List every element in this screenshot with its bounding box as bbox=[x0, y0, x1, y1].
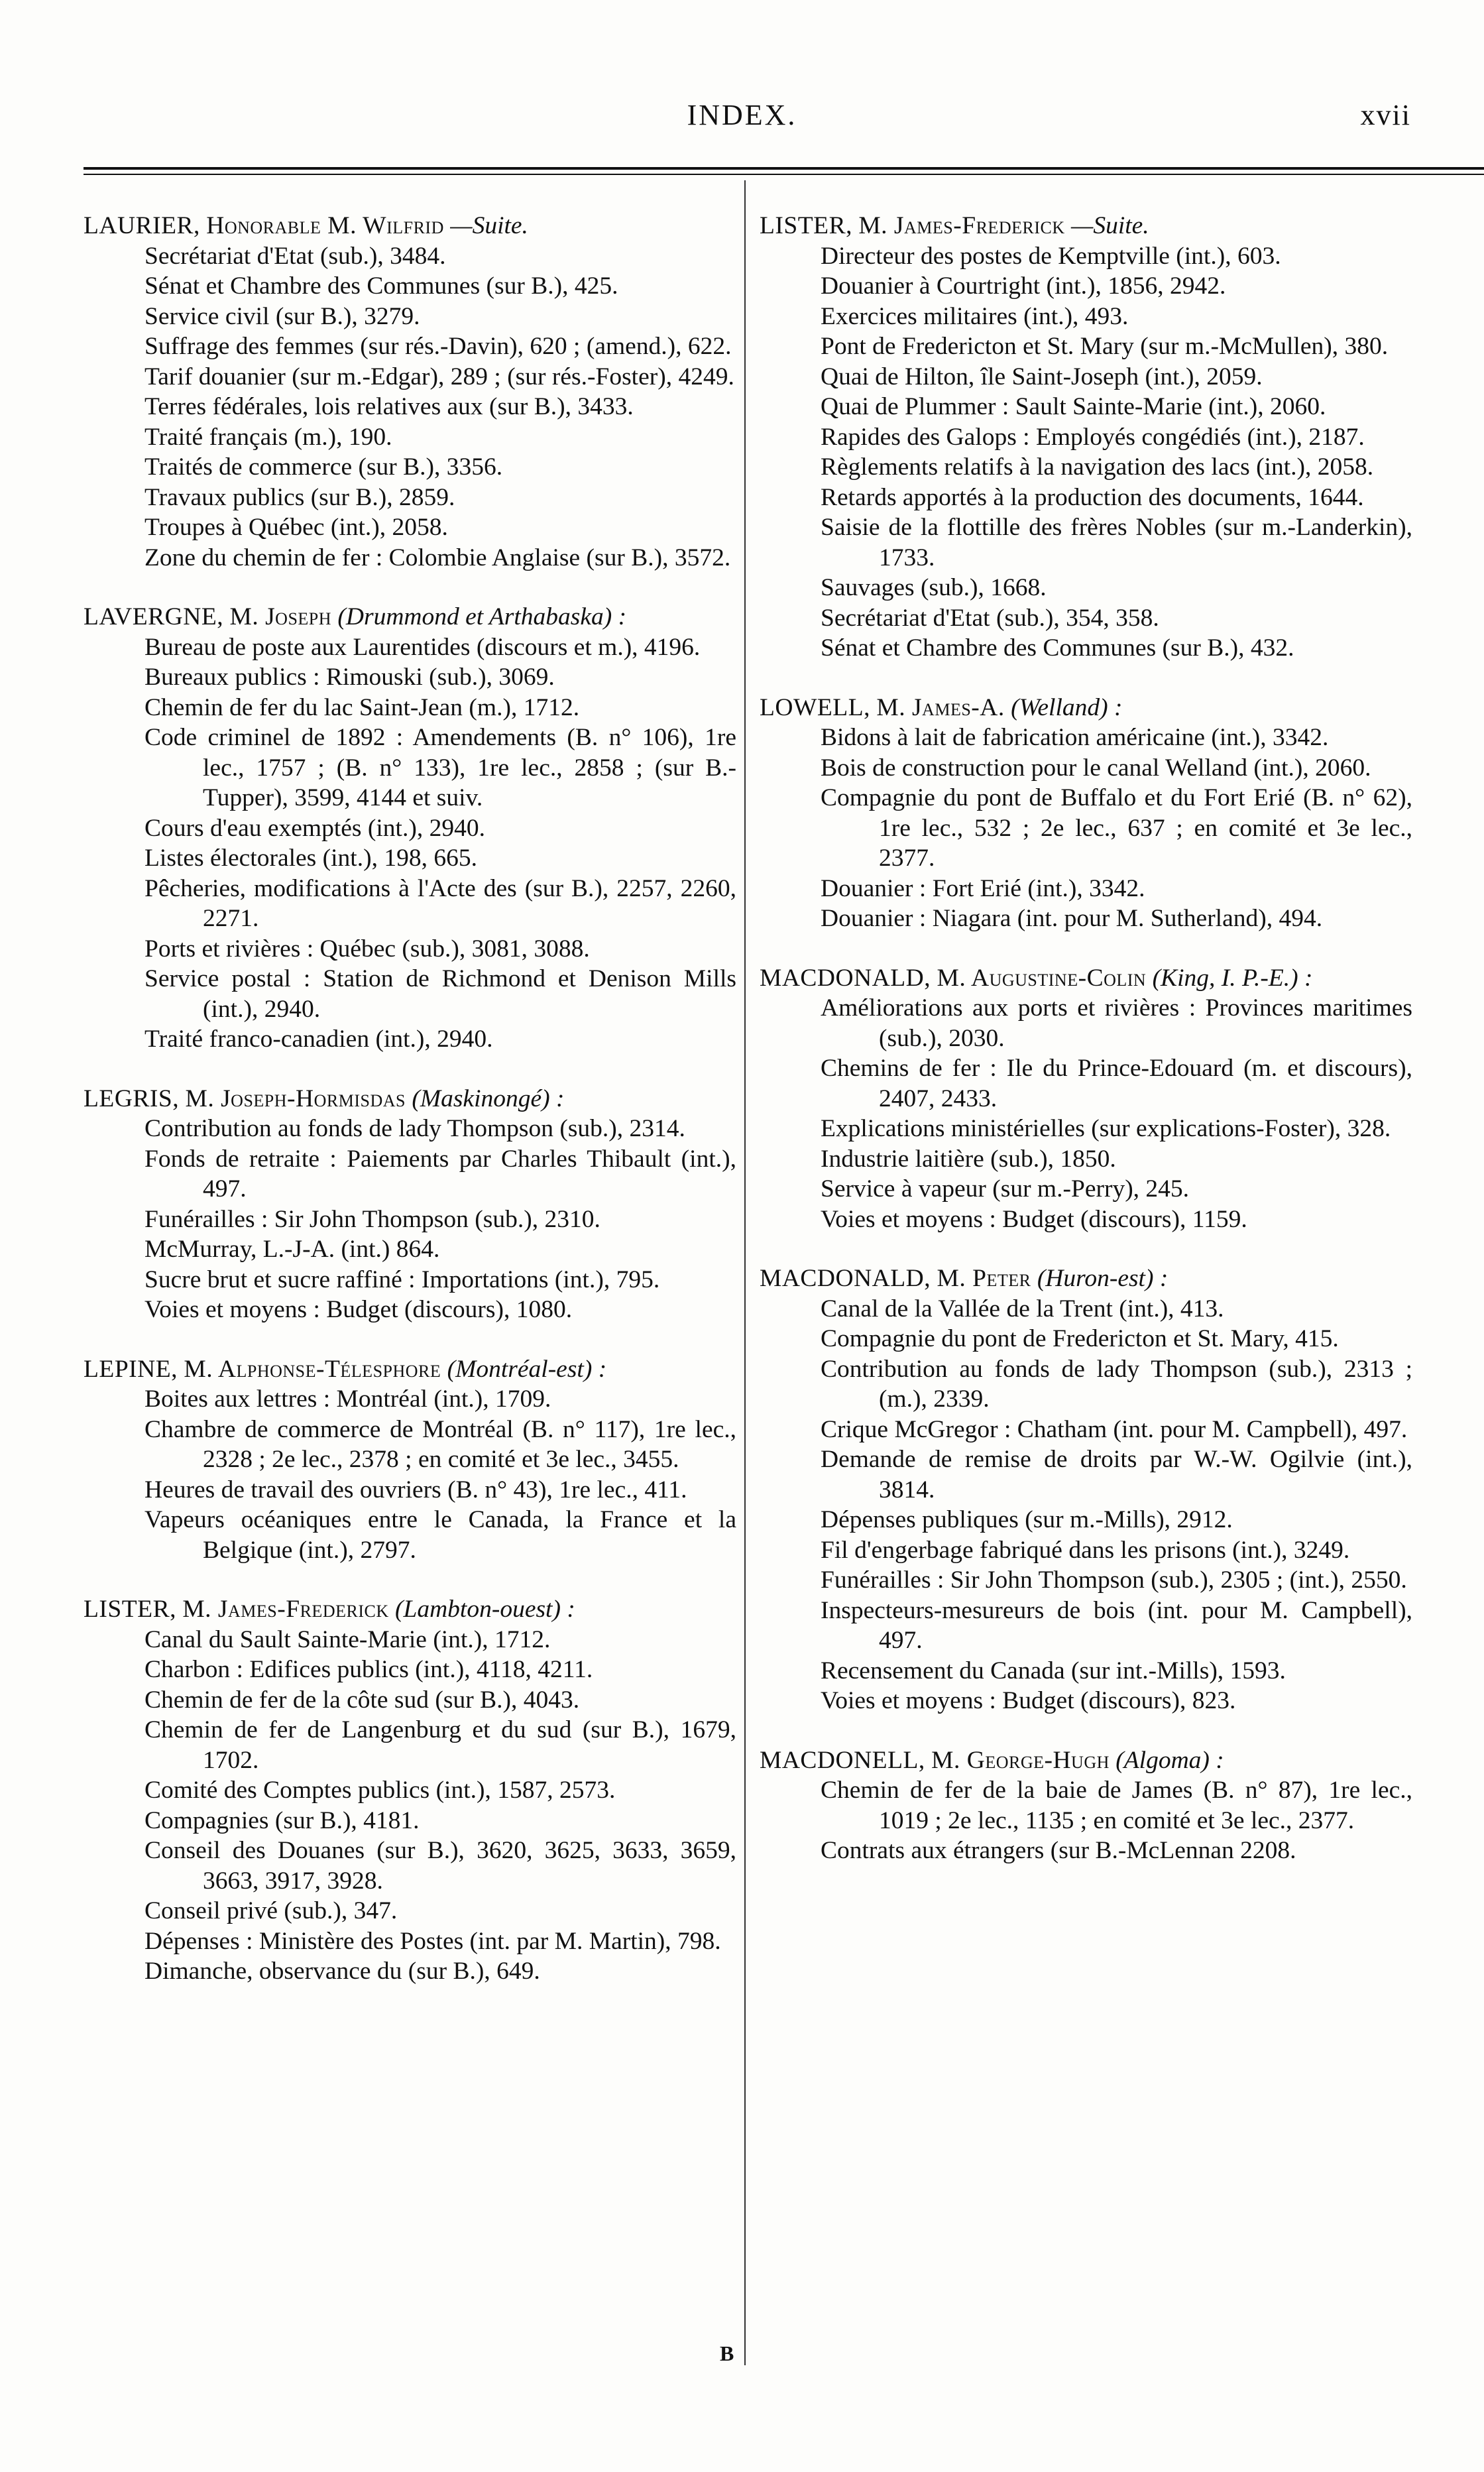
index-subentry: Service civil (sur B.), 3279. bbox=[144, 302, 420, 330]
header-rule-thick bbox=[84, 167, 1484, 170]
right-column bbox=[760, 211, 1412, 1895]
member-surname: LAURIER, bbox=[84, 212, 200, 239]
index-entry bbox=[760, 1745, 1412, 1866]
index-subentry: Secrétariat d'Etat (sub.), 3484. bbox=[144, 242, 446, 270]
index-subentry: Compagnies (sur B.), 4181. bbox=[144, 1806, 420, 1834]
index-subentry: Secrétariat d'Etat (sub.), 354, 358. bbox=[821, 604, 1159, 632]
index-subentry: McMurray, L.-J-A. (int.) 864. bbox=[144, 1236, 440, 1263]
index-subentry: Dimanche, observance du (sur B.), 649. bbox=[144, 1958, 540, 1985]
index-subentry: Bidons à lait de fabrication américaine (int.), 3342. bbox=[821, 724, 1329, 751]
index-subentry: Inspecteurs-mesureurs de bois (int. pour M. Campbell), 497. bbox=[821, 1596, 1412, 1654]
index-subentry: Chemins de fer : Ile du Prince-Edouard (m. et discours), 2407, 2433. bbox=[821, 1055, 1412, 1112]
member-surname: LAVERGNE, bbox=[84, 603, 224, 630]
entry-heading bbox=[760, 693, 1412, 723]
index-subentry: Cours d'eau exemptés (int.), 2940. bbox=[144, 814, 485, 842]
member-title: M. Joseph bbox=[229, 603, 332, 630]
index-subentry: Explications ministérielles (sur explications-Foster), 328. bbox=[821, 1115, 1391, 1142]
index-entry bbox=[84, 1354, 736, 1566]
member-surname: LISTER, bbox=[84, 1596, 176, 1623]
index-subentry: Pêcheries, modifications à l'Acte des (sur B.), 2257, 2260, 2271. bbox=[144, 874, 736, 932]
member-riding: (King, I. P.-E.) : bbox=[1152, 964, 1313, 992]
entry-heading bbox=[84, 211, 736, 241]
entry-heading bbox=[760, 1264, 1412, 1294]
index-subentry: Dépenses publiques (sur m.-Mills), 2912. bbox=[821, 1506, 1233, 1533]
member-title: M. Joseph-Hormisdas bbox=[185, 1085, 406, 1112]
index-subentry: Funérailles : Sir John Thompson (sub.), 2305 ; (int.), 2550. bbox=[821, 1566, 1407, 1594]
index-subentry: Fil d'engerbage fabriqué dans les prisons (int.), 3249. bbox=[821, 1536, 1350, 1564]
index-subentry: Chemin de fer du lac Saint-Jean (m.), 1712. bbox=[144, 693, 580, 721]
index-subentry: Traité franco-canadien (int.), 2940. bbox=[144, 1026, 493, 1053]
entry-heading bbox=[84, 1354, 736, 1385]
running-title: INDEX. bbox=[687, 99, 797, 131]
index-subentry: Compagnie du pont de Fredericton et St. Mary, 415. bbox=[821, 1325, 1339, 1352]
index-entry bbox=[84, 1594, 736, 1987]
index-entry bbox=[84, 602, 736, 1055]
index-subentry: Boites aux lettres : Montréal (int.), 1709. bbox=[144, 1385, 551, 1413]
entry-heading bbox=[84, 1084, 736, 1114]
member-riding: (Lambton-ouest) : bbox=[394, 1596, 575, 1623]
index-entry bbox=[84, 211, 736, 573]
index-entry bbox=[760, 963, 1412, 1235]
member-surname: LISTER, bbox=[760, 212, 852, 239]
member-title: M. Augustine-Colin bbox=[937, 964, 1147, 992]
index-subentry: Service à vapeur (sur m.-Perry), 245. bbox=[821, 1175, 1190, 1203]
index-subentry: Industrie laitière (sub.), 1850. bbox=[821, 1145, 1116, 1173]
entry-heading bbox=[760, 963, 1412, 994]
index-subentry: Zone du chemin de fer : Colombie Anglaise (sur B.), 3572. bbox=[144, 544, 731, 571]
index-subentry: Listes électorales (int.), 198, 665. bbox=[144, 845, 477, 872]
member-riding: (Welland) : bbox=[1011, 693, 1123, 721]
index-subentry: Comité des Comptes publics (int.), 1587, 2573. bbox=[144, 1777, 616, 1804]
index-subentry: Douanier : Fort Erié (int.), 3342. bbox=[821, 874, 1145, 902]
index-subentry: Sauvages (sub.), 1668. bbox=[821, 574, 1047, 601]
index-entry bbox=[760, 1264, 1412, 1716]
index-subentry: Bureaux publics : Rimouski (sub.), 3069. bbox=[144, 664, 555, 691]
index-subentry: Pont de Fredericton et St. Mary (sur m.-McMullen), 380. bbox=[821, 333, 1389, 360]
index-subentry: Sucre brut et sucre raffiné : Importations (int.), 795. bbox=[144, 1265, 660, 1293]
entry-heading bbox=[760, 211, 1412, 241]
index-subentry: Améliorations aux ports et rivières : Provinces maritimes (sub.), 2030. bbox=[821, 994, 1412, 1052]
index-subentry: Règlements relatifs à la navigation des lacs (int.), 2058. bbox=[821, 453, 1374, 481]
index-subentry: Conseil des Douanes (sur B.), 3620, 3625, 3633, 3659, 3663, 3917, 3928. bbox=[144, 1837, 736, 1895]
index-subentry: Contrats aux étrangers (sur B.-McLennan 2208. bbox=[821, 1837, 1296, 1864]
column-divider bbox=[744, 180, 746, 2365]
header-rule-thin bbox=[84, 174, 1484, 175]
member-surname: LEGRIS, bbox=[84, 1085, 180, 1112]
index-subentry: Code criminel de 1892 : Amendements (B. n° 106), 1re lec., 1757 ; (B. n° 133), 1re lec., 2858 ; (sur B.-Tupper), 3599, 4144 et suiv. bbox=[144, 724, 736, 811]
member-title: M. James-Frederick bbox=[182, 1596, 389, 1623]
member-surname: LOWELL, bbox=[760, 693, 870, 721]
index-subentry: Voies et moyens : Budget (discours), 1159. bbox=[821, 1205, 1247, 1233]
left-column bbox=[84, 211, 736, 2016]
index-subentry: Chemin de fer de la baie de James (B. n° 87), 1re lec., 1019 ; 2e lec., 1135 ; en comité et 3e lec., 2377. bbox=[821, 1777, 1412, 1834]
index-subentry: Canal de la Vallée de la Trent (int.), 413. bbox=[821, 1295, 1224, 1323]
signature-mark: B bbox=[720, 2341, 734, 2365]
index-entry bbox=[84, 1084, 736, 1325]
entry-heading bbox=[84, 602, 736, 632]
index-subentry: Suffrage des femmes (sur rés.-Davin), 620 ; (amend.), 622. bbox=[144, 333, 732, 360]
index-subentry: Contribution au fonds de lady Thompson (sub.), 2313 ; (m.), 2339. bbox=[821, 1355, 1412, 1413]
index-subentry: Contribution au fonds de lady Thompson (sub.), 2314. bbox=[144, 1115, 685, 1142]
index-subentry: Exercices militaires (int.), 493. bbox=[821, 302, 1129, 330]
member-surname: LEPINE, bbox=[84, 1355, 178, 1383]
member-riding: (Drummond et Arthabaska) : bbox=[337, 603, 627, 630]
index-subentry: Bois de construction pour le canal Welland (int.), 2060. bbox=[821, 754, 1371, 782]
index-subentry: Travaux publics (sur B.), 2859. bbox=[144, 483, 455, 511]
page-number: xvii bbox=[1360, 99, 1411, 131]
index-subentry: Conseil privé (sub.), 347. bbox=[144, 1897, 398, 1924]
index-subentry: Troupes à Québec (int.), 2058. bbox=[144, 514, 448, 541]
index-subentry: Rapides des Galops : Employés congédiés (int.), 2187. bbox=[821, 423, 1365, 451]
member-title: M. George-Hugh bbox=[931, 1746, 1110, 1774]
index-subentry: Canal du Sault Sainte-Marie (int.), 1712. bbox=[144, 1625, 551, 1653]
index-subentry: Directeur des postes de Kemptville (int.), 603. bbox=[821, 242, 1281, 270]
member-title: M. Peter bbox=[937, 1265, 1031, 1292]
index-subentry: Dépenses : Ministère des Postes (int. par M. Martin), 798. bbox=[144, 1927, 721, 1955]
member-riding: —Suite. bbox=[450, 212, 528, 239]
index-subentry: Saisie de la flottille des frères Nobles (sur m.-Landerkin), 1733. bbox=[821, 514, 1412, 571]
index-subentry: Tarif douanier (sur m.-Edgar), 289 ; (sur rés.-Foster), 4249. bbox=[144, 363, 734, 390]
member-riding: (Montréal-est) : bbox=[447, 1355, 607, 1383]
index-subentry: Crique McGregor : Chatham (int. pour M. Campbell), 497. bbox=[821, 1415, 1408, 1443]
index-subentry: Chemin de fer de Langenburg et du sud (sur B.), 1679, 1702. bbox=[144, 1716, 736, 1774]
index-subentry: Terres fédérales, lois relatives aux (sur B.), 3433. bbox=[144, 393, 634, 420]
member-riding: (Algoma) : bbox=[1115, 1746, 1224, 1774]
member-riding: —Suite. bbox=[1070, 212, 1149, 239]
index-subentry: Sénat et Chambre des Communes (sur B.), 432. bbox=[821, 634, 1294, 662]
index-subentry: Fonds de retraite : Paiements par Charles Thibault (int.), 497. bbox=[144, 1145, 736, 1203]
index-subentry: Quai de Plummer : Sault Sainte-Marie (int.), 2060. bbox=[821, 393, 1326, 420]
member-riding: (Huron-est) : bbox=[1037, 1265, 1169, 1292]
index-subentry: Ports et rivières : Québec (sub.), 3081, 3088. bbox=[144, 935, 590, 963]
member-surname: MACDONALD, bbox=[760, 964, 931, 992]
member-riding: (Maskinongé) : bbox=[412, 1085, 565, 1112]
index-subentry: Vapeurs océaniques entre le Canada, la France et la Belgique (int.), 2797. bbox=[144, 1506, 736, 1564]
index-entry bbox=[760, 211, 1412, 664]
index-subentry: Heures de travail des ouvriers (B. n° 43), 1re lec., 411. bbox=[144, 1476, 687, 1503]
index-subentry: Demande de remise de droits par W.-W. Ogilvie (int.), 3814. bbox=[821, 1446, 1412, 1503]
index-subentry: Recensement du Canada (sur int.-Mills), 1593. bbox=[821, 1657, 1286, 1684]
entry-heading bbox=[760, 1745, 1412, 1776]
index-subentry: Service postal : Station de Richmond et Denison Mills (int.), 2940. bbox=[144, 965, 736, 1023]
index-subentry: Voies et moyens : Budget (discours), 823. bbox=[821, 1687, 1236, 1714]
index-subentry: Chambre de commerce de Montréal (B. n° 117), 1re lec., 2328 ; 2e lec., 2378 ; en comité et 3e lec., 3455. bbox=[144, 1415, 736, 1473]
index-subentry: Chemin de fer de la côte sud (sur B.), 4043. bbox=[144, 1686, 580, 1714]
entry-heading bbox=[84, 1594, 736, 1625]
index-subentry: Traités de commerce (sur B.), 3356. bbox=[144, 453, 503, 481]
index-entry bbox=[760, 693, 1412, 934]
index-subentry: Traité français (m.), 190. bbox=[144, 423, 392, 451]
index-subentry: Compagnie du pont de Buffalo et du Fort Erié (B. n° 62), 1re lec., 532 ; 2e lec., 637 ; en comité et 3e lec., 2377. bbox=[821, 784, 1412, 872]
index-subentry: Douanier : Niagara (int. pour M. Sutherland), 494. bbox=[821, 905, 1323, 932]
index-subentry: Quai de Hilton, île Saint-Joseph (int.), 2059. bbox=[821, 363, 1263, 390]
member-title: Honorable M. Wilfrid bbox=[206, 212, 444, 239]
index-subentry: Retards apportés à la production des documents, 1644. bbox=[821, 483, 1364, 511]
member-title: M. James-A. bbox=[876, 693, 1005, 721]
member-surname: MACDONELL, bbox=[760, 1746, 925, 1774]
index-subentry: Voies et moyens : Budget (discours), 1080. bbox=[144, 1296, 573, 1323]
member-surname: MACDONALD, bbox=[760, 1265, 931, 1292]
index-subentry: Charbon : Edifices publics (int.), 4118, 4211. bbox=[144, 1656, 593, 1683]
index-subentry: Funérailles : Sir John Thompson (sub.), 2310. bbox=[144, 1205, 600, 1233]
member-title: M. Alphonse-Télesphore bbox=[184, 1355, 441, 1383]
member-title: M. James-Frederick bbox=[858, 212, 1065, 239]
index-subentry: Douanier à Courtright (int.), 1856, 2942. bbox=[821, 272, 1226, 300]
index-subentry: Sénat et Chambre des Communes (sur B.), 425. bbox=[144, 272, 618, 300]
index-subentry: Bureau de poste aux Laurentides (discours et m.), 4196. bbox=[144, 633, 701, 661]
